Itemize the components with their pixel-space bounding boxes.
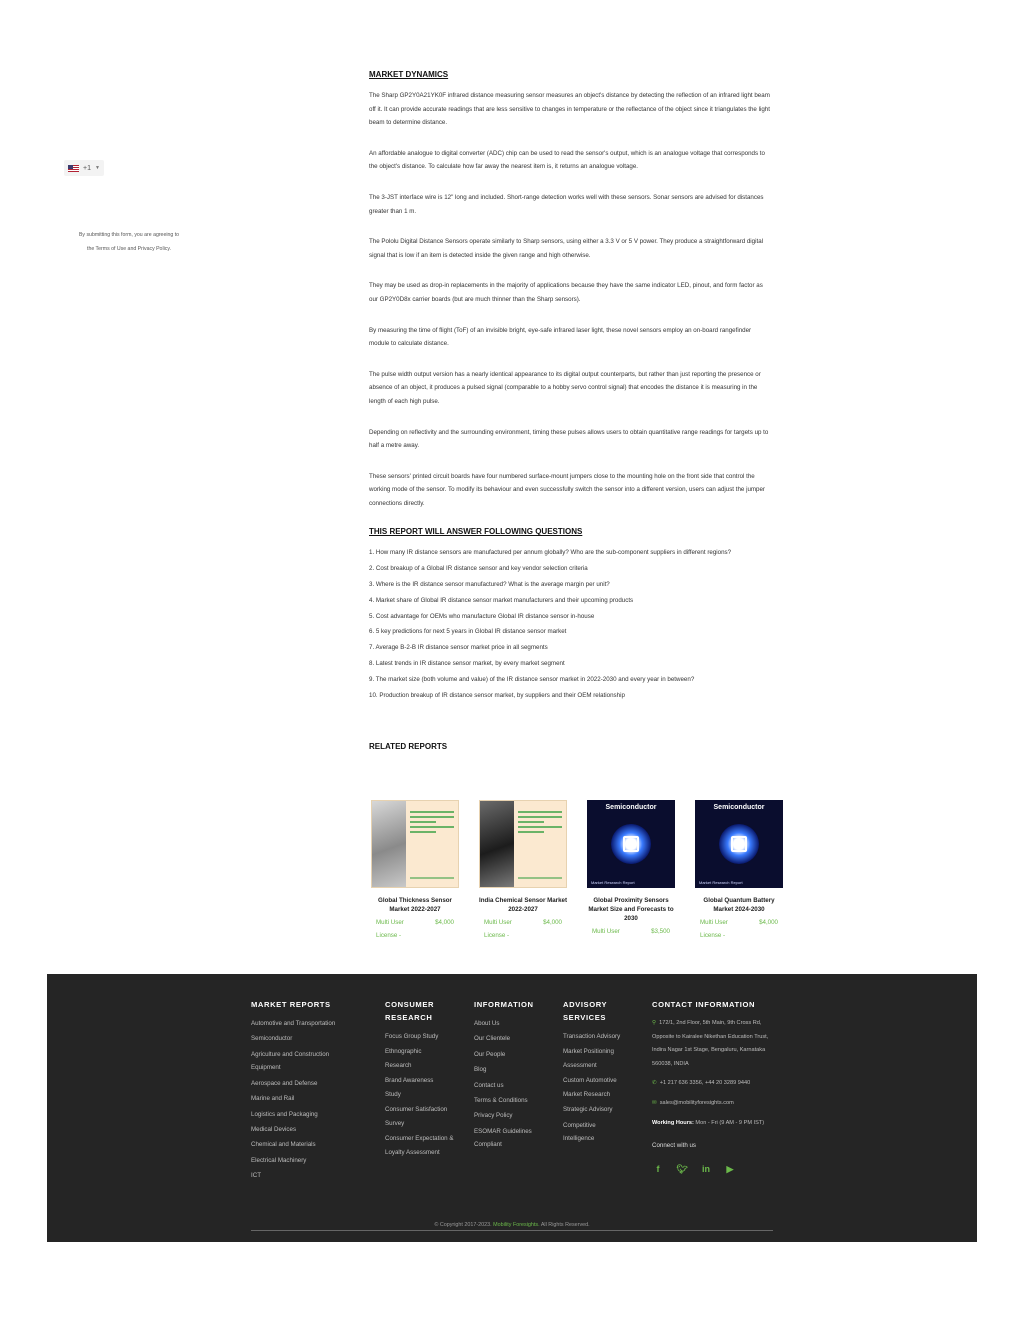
related-reports [369,800,778,942]
footer-link[interactable]: Agriculture and Construction Equipment [251,1050,330,1072]
report-cover-image[interactable]: Semiconductor Market Research Report [695,800,783,888]
footer-link[interactable]: Electrical Machinery [251,1156,307,1164]
report-card[interactable] [693,800,785,942]
report-card[interactable] [477,800,569,942]
social-links [652,1163,774,1175]
questions-title: THIS REPORT WILL ANSWER FOLLOWING QUESTIONS [369,527,583,537]
footer-link[interactable]: Ethnographic Research [385,1048,422,1069]
twitter-icon[interactable]: 🐦︎ [676,1164,688,1175]
working-hours: Working Hours: Mon - Fri (9 AM - 9 PM IST) [652,1119,765,1126]
footer-contact [652,998,774,1175]
youtube-icon[interactable]: ▶ [726,1164,734,1175]
site-footer [47,974,977,1242]
question-item: 1. How many IR distance sensors are manufactured per annum globally? Who are the sub-component suppliers in different regions? [369,549,732,557]
paragraph: The pulse width output version has a nearly identical appearance to its digital output counterparts, but rather than just reporting the presence or absence of an object, it produces a pulsed signal (comparable to a hobby servo control signal) that encodes the distance it is measuring in the length of each high pulse. [369,370,761,405]
license-label: Multi User License - [700,919,728,939]
license-label: Multi User License - [484,919,512,939]
consent-text: By submitting this form, you are agreeing to the Terms of Use and Privacy Policy. [78,232,180,252]
report-cover-image[interactable] [479,800,567,888]
question-item: 9. The market size (both volume and value) of the IR distance sensor market in 2022-2030 and every year in between? [369,675,695,683]
footer-information [474,998,552,1154]
footer-link[interactable]: Consumer Expectation & Loyalty Assessment [385,1135,454,1156]
linkedin-icon[interactable]: in [702,1164,710,1175]
connect-label: Connect with us [652,1142,697,1150]
footer-link[interactable]: Consumer Satisfaction Survey [385,1106,448,1127]
footer-link[interactable]: Medical Devices [251,1125,297,1133]
question-item: 5. Cost advantage for OEMs who manufacture Global IR distance sensor in-house [369,612,595,620]
copyright: © Copyright 2017-2023. Mobility Foresights. All Rights Reserved. [434,1222,590,1228]
footer-link[interactable]: Automotive and Transportation [251,1020,336,1027]
footer-link[interactable]: Strategic Advisory [563,1106,613,1114]
paragraph: These sensors' printed circuit boards have four numbered surface-mount jumpers close to the mounting hole on the front side that control the working mode of the sensor. To modify its behaviour and even successfully switch the sensor into a different version, users can adjust the jumper connections directly. [369,472,765,507]
paragraph: The 3-JST interface wire is 12" long and included. Short-range detection works well with these sensors. Sonar sensors are advised for distances greater than 1 m. [369,193,764,215]
brand-link[interactable]: Mobility Foresights. [493,1222,540,1228]
footer-link[interactable]: Brand Awareness Study [385,1077,434,1098]
footer-link[interactable]: Logistics and Packaging [251,1110,318,1118]
footer-link[interactable]: Aerospace and Defense [251,1079,318,1087]
footer-link[interactable]: Our Clientele [474,1035,511,1043]
question-item: 10. Production breakup of IR distance sensor market, by suppliers and their OEM relationship [369,691,625,699]
phone[interactable]: ✆ +1 217 636 3356, +44 20 3289 9440 [652,1080,751,1087]
footer-link[interactable]: Blog [474,1066,487,1074]
footer-link[interactable]: ESOMAR Guidelines Compliant [474,1127,532,1149]
paragraph: An affordable analogue to digital converter (ADC) chip can be used to read the sensor's output, which is an analogue voltage that corresponds to the object's distance. To calculate how far away the nearest item is, it returns an analogue voltage. [369,149,765,171]
paragraph: Depending on reflectivity and the surrounding environment, timing these pulses allows users to obtain quantitative range readings for targets up to half a metre away. [369,428,769,450]
footer-link[interactable]: Custom Automotive Market Research [563,1077,617,1098]
question-item: 7. Average B-2-B IR distance sensor market price in all segments [369,644,548,652]
footer-link[interactable]: Competitive Intelligence [563,1121,596,1143]
price: $3,500 [651,928,670,935]
question-item: 6. 5 key predictions for next 5 years in Global IR distance sensor market [369,628,567,636]
footer-link[interactable]: Contact us [474,1081,504,1089]
report-card-title[interactable]: Global Quantum Battery Market 2024-2030 [703,897,775,913]
report-card[interactable] [369,800,461,942]
paragraph: The Pololu Digital Distance Sensors operate similarly to Sharp sensors, using either a 3.3 V or 5 V power. They produce a straightforward digital signal that is low if an item is detected inside the given range and high otherwise. [369,238,764,259]
footer-link[interactable]: Focus Group Study [385,1033,439,1040]
email-icon: ✉ [652,1099,657,1106]
facebook-icon[interactable]: f [656,1164,660,1175]
market-dynamics-title: MARKET DYNAMICS [369,70,449,79]
license-label: Multi User License - [376,919,404,939]
report-card-title[interactable]: Global Proximity Sensors Market Size and Forecasts to 2030 [588,897,674,922]
price: $4,000 [435,919,454,926]
question-item: 3. Where is the IR distance sensor manufactured? What is the average margin per unit? [369,581,610,589]
footer-advisory [563,998,641,1148]
email[interactable]: ✉ sales@mobilityforesights.com [652,1099,734,1106]
report-card-title[interactable]: Global Thickness Sensor Market 2022-2027 [378,897,452,913]
footer-link[interactable]: Privacy Policy [474,1112,513,1120]
question-item: 4. Market share of Global IR distance sensor market manufacturers and their upcoming products [369,596,634,604]
footer-consumer-research [385,998,463,1161]
question-item: 2. Cost breakup of a Global IR distance sensor and key vendor selection criteria [369,565,588,573]
location-pin-icon: ⚲ [652,1020,657,1026]
related-reports-title: RELATED REPORTS [369,742,448,752]
report-cover-image[interactable] [371,800,459,888]
footer-link[interactable]: Chemical and Materials [251,1141,316,1149]
question-item: 8. Latest trends in IR distance sensor market, by every market segment [369,659,565,667]
footer-link[interactable]: ICT [251,1172,261,1180]
footer-link[interactable]: Market Positioning Assessment [563,1048,614,1069]
footer-link[interactable]: Our People [474,1050,506,1058]
report-card-title[interactable]: India Chemical Sensor Market 2022-2027 [478,897,568,913]
footer-link[interactable]: Terms & Conditions [474,1096,528,1104]
footer-divider [251,1230,773,1231]
chevron-down-icon: ▼ [94,165,100,171]
report-cover-image[interactable]: Semiconductor Market Research Report [587,800,675,888]
report-article [369,70,773,751]
footer-link[interactable]: About Us [474,1020,500,1027]
footer-market-reports [251,998,371,1185]
report-card[interactable] [585,800,677,942]
paragraph: They may be used as drop-in replacements in the majority of applications because they have the same indicator LED, pinout, and form factor as our GP2Y0D8x carrier boards (but are much thinner than the Sharp sensors). [369,282,763,303]
footer-heading: CONSUMER RESEARCH [385,1000,435,1022]
footer-heading: CONTACT INFORMATION [652,1000,756,1009]
phone-icon: ✆ [652,1080,657,1087]
price: $4,000 [543,919,562,926]
phone-code: +1 [83,164,91,172]
us-flag-icon [68,165,79,172]
footer-link[interactable]: Marine and Rail [251,1095,295,1103]
paragraph: The Sharp GP2Y0A21YK0F infrared distance measuring sensor measures an object's distance by detecting the reflection of an infrared light beam off it. It can provide accurate readings that are less sensitive to changes in temperature or the reflectance of the object since it triangulates the light beam to determine distance. [369,92,770,127]
footer-link[interactable]: Transaction Advisory [563,1033,621,1040]
paragraph: By measuring the time of flight (ToF) of an invisible bright, eye-safe infrared laser light, these novel sensors employ an on-board rangefinder module to calculate distance. [369,326,752,348]
country-code-select[interactable] [64,160,104,176]
footer-heading: MARKET REPORTS [251,1000,331,1009]
address: ⚲ 172/1, 2nd Floor, 5th Main, 9th Cross Rd, Opposite to Kairalee Nikethan Education Trust, Indira Nagar 1st Stage, Bengaluru, Karnataka 560038, INDIA [652,1020,769,1067]
footer-link[interactable]: Semiconductor [251,1035,293,1043]
price: $4,000 [759,919,778,926]
footer-heading: INFORMATION [474,1000,534,1009]
license-label: Multi User [592,928,620,935]
footer-heading: ADVISORY SERVICES [563,1000,608,1022]
